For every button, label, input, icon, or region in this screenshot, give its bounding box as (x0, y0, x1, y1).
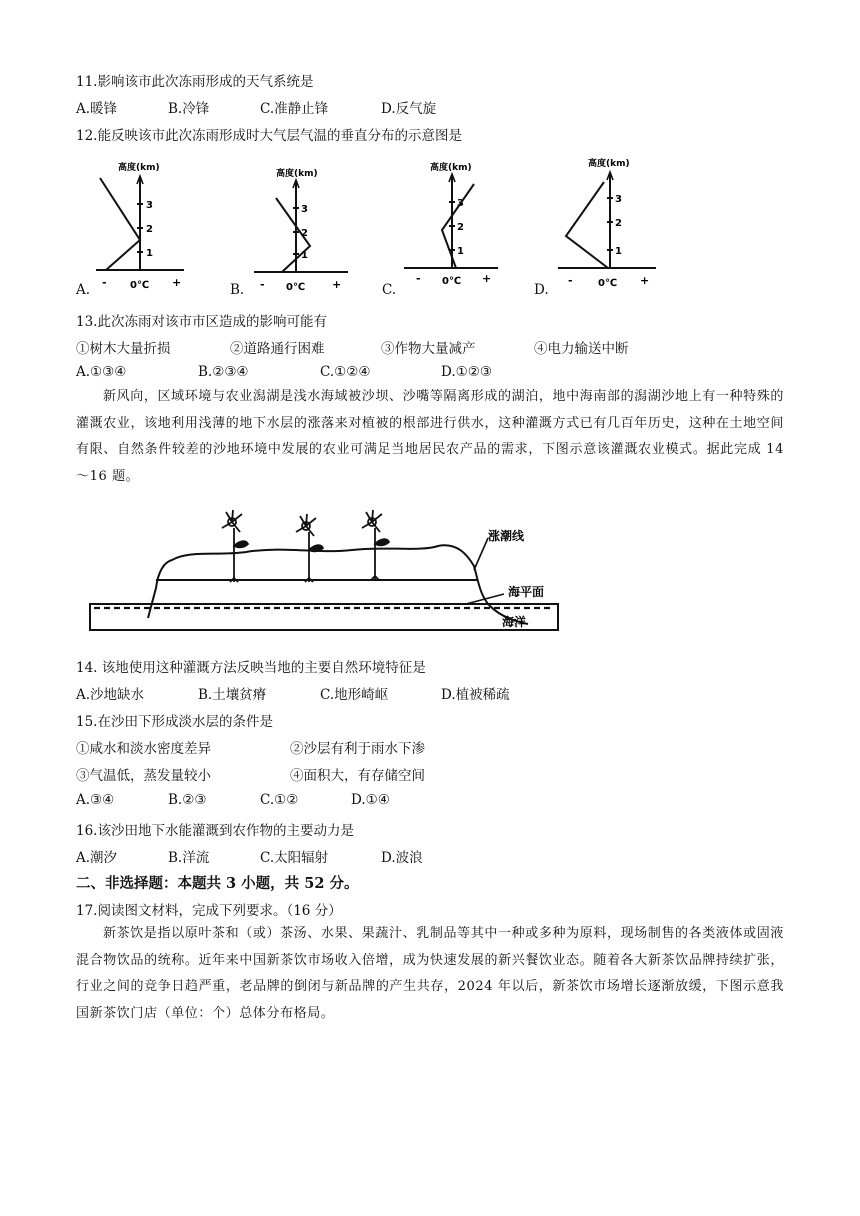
svg-text:3: 3 (301, 204, 308, 215)
svg-text:高度(km): 高度(km) (276, 169, 318, 179)
passage-tea (76, 921, 784, 1027)
svg-text:3: 3 (615, 194, 622, 205)
svg-text:1: 1 (457, 246, 464, 257)
q15-option-d: D.①④ (351, 792, 390, 808)
q14-option-b: B.土壤贫瘠 (198, 687, 267, 703)
svg-text:0℃: 0℃ (286, 282, 306, 293)
svg-text:2: 2 (615, 218, 622, 229)
svg-text:0℃: 0℃ (442, 276, 462, 287)
q15-option-b: B.②③ (168, 792, 207, 808)
svg-text:-: - (102, 276, 107, 289)
q11-option-b: B.冷锋 (168, 101, 210, 117)
passage-lagoon (76, 384, 784, 490)
plant-icon (362, 510, 389, 580)
q13-option-a: A.①③④ (76, 364, 127, 380)
svg-text:+: + (482, 272, 492, 285)
lagoon-irrigation-figure (86, 500, 566, 636)
svg-text:1: 1 (146, 248, 153, 259)
q12-diagram-a (92, 156, 188, 296)
svg-text:高度(km): 高度(km) (430, 163, 472, 173)
q13-stem: 13.此次冻雨对该市市区造成的影响可能有 (76, 314, 327, 330)
sea-level-label: 海平面 (508, 585, 545, 599)
q16-option-c: C.太阳辐射 (260, 850, 329, 866)
svg-text:2: 2 (301, 228, 308, 239)
svg-text:-: - (568, 274, 573, 287)
section-heading: 二、非选择题：本题共 3 小题，共 52 分。 (76, 875, 359, 892)
q13-option-c: C.①②④ (320, 364, 371, 380)
q11-option-c: C.准静止锋 (260, 101, 329, 117)
q15-item-2: ②沙层有利于雨水下渗 (290, 741, 425, 757)
q12-option-b-letter: B. (230, 282, 245, 298)
svg-text:1: 1 (301, 250, 308, 261)
q12-diagram-c (402, 158, 502, 290)
q13-item-2: ②道路通行困难 (230, 341, 325, 357)
q11-option-a: A.暖锋 (76, 101, 118, 117)
q14-option-a: A.沙地缺水 (76, 687, 145, 703)
q14-option-d: D.植被稀疏 (441, 687, 510, 703)
q15-option-c: C.①② (260, 792, 299, 808)
q12-option-c-letter: C. (382, 282, 397, 298)
svg-text:3: 3 (457, 198, 464, 209)
q11-option-d: D.反气旋 (381, 101, 437, 117)
svg-text:+: + (172, 276, 182, 289)
svg-text:+: + (640, 274, 650, 287)
svg-text:3: 3 (146, 200, 153, 211)
q15-item-3: ③气温低，蒸发量较小 (76, 768, 211, 784)
passage-lagoon-text: 新风向，区域环境与农业潟湖是浅水海域被沙坝、沙嘴等隔离形成的湖泊，地中海南部的潟湖沙地上有一种特殊的灌溉农业，该地利用浅薄的地下水层的涨落来对植被的根部进行供水，这种灌溉方式已有几百年历史，这种在土地空间有限、自然条件较差的沙地环境中发展的农业可满足当地居民农产品的需求，下图示意该灌溉农业模式。据此完成 14～16 题。 (76, 389, 784, 484)
q13-option-b: B.②③④ (198, 364, 249, 380)
q15-stem: 15.在沙田下形成淡水层的条件是 (76, 714, 273, 730)
q13-option-d: D.①②③ (441, 364, 492, 380)
q15-item-4: ④面积大，有存储空间 (290, 768, 425, 784)
q15-option-a: A.③④ (76, 792, 115, 808)
plant-icon (296, 514, 323, 582)
svg-text:-: - (416, 272, 421, 285)
q11-stem: 11.影响该市此次冻雨形成的天气系统是 (76, 74, 314, 90)
q15-item-1: ①咸水和淡水密度差异 (76, 741, 211, 757)
ocean-label: 海洋 (502, 615, 527, 629)
svg-text:0℃: 0℃ (130, 280, 150, 291)
q12-option-d-letter: D. (534, 282, 549, 298)
q17-stem: 17.阅读图文材料，完成下列要求。（16 分） (76, 903, 342, 919)
q16-stem: 16.该沙田地下水能灌溉到农作物的主要动力是 (76, 823, 354, 839)
passage-tea-text: 新茶饮是指以原叶茶和（或）茶汤、水果、果蔬汁、乳制品等其中一种或多种为原料，现场制售的各类液体或固液混合物饮品的统称。近年来中国新茶饮市场收入倍增，成为快速发展的新兴餐饮业态。随着各大新茶饮品牌持续扩张，行业之间的竞争日趋严重，老品牌的倒闭与新品牌的产生共存，2024 年以后，新茶饮市场增长逐渐放缓，下图示意我国新茶饮门店（单位：个）总体分布格局。 (76, 926, 784, 1021)
svg-text:+: + (332, 278, 342, 291)
altitude-axis-title: 高度(km) (118, 163, 160, 173)
q12-stem: 12.能反映该市此次冻雨形成时大气层气温的垂直分布的示意图是 (76, 128, 462, 144)
q12-diagram-b (252, 164, 352, 296)
q12-diagram-d (556, 152, 660, 290)
svg-text:-: - (260, 278, 265, 291)
q16-option-b: B.洋流 (168, 850, 210, 866)
q14-stem: 14. 该地使用这种灌溉方法反映当地的主要自然环境特征是 (76, 660, 426, 676)
q13-item-4: ④电力输送中断 (534, 341, 629, 357)
q13-item-3: ③作物大量减产 (381, 341, 476, 357)
q14-option-c: C.地形崎岖 (320, 687, 389, 703)
svg-text:2: 2 (457, 222, 464, 233)
svg-text:1: 1 (615, 246, 622, 257)
svg-text:高度(km): 高度(km) (588, 159, 630, 169)
q12-option-a-letter: A. (76, 282, 91, 298)
q16-option-a: A.潮汐 (76, 850, 118, 866)
q13-item-1: ①树木大量折损 (76, 341, 171, 357)
q16-option-d: D.波浪 (381, 850, 423, 866)
plant-icon (222, 510, 248, 582)
high-tide-label: 涨潮线 (488, 529, 525, 543)
svg-text:2: 2 (146, 224, 153, 235)
svg-text:0℃: 0℃ (598, 278, 618, 289)
